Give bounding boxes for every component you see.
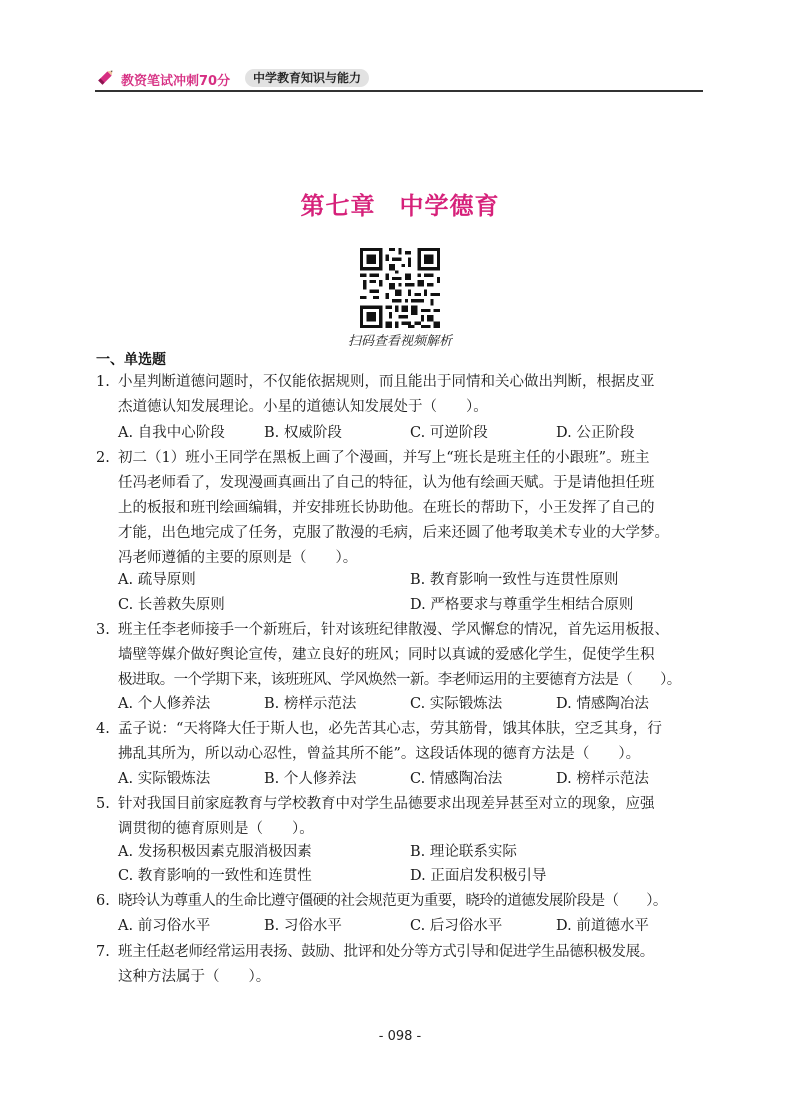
option-b[interactable]: B. 榜样示范法 — [264, 696, 357, 712]
chapter-name: 中学德育 — [399, 191, 500, 220]
option-c[interactable]: C. 后习俗水平 — [410, 918, 503, 934]
question-3 — [96, 618, 708, 693]
question-stem — [118, 618, 708, 693]
stem-line: 拂乱其所为，所以动心忍性，曾益其所不能”。这段话体现的德育方法是（ ）。 — [118, 746, 641, 762]
question-stem — [118, 370, 708, 420]
option-b[interactable]: B. 权威阶段 — [264, 425, 342, 441]
option-d[interactable]: D. 公正阶段 — [556, 425, 635, 441]
running-header — [95, 66, 703, 92]
option-c[interactable]: C. 情感陶冶法 — [410, 771, 503, 787]
section-heading: 一、单选题 — [96, 352, 166, 368]
option-c[interactable]: C. 可逆阶段 — [410, 425, 488, 441]
stem-line: 调贯彻的德育原则是（ ）。 — [118, 821, 314, 837]
page-number: - 098 - — [378, 1029, 422, 1044]
stem-line: 班主任赵老师经常运用表扬、鼓励、批评和处分等方式引导和促进学生品德积极发展。 — [118, 944, 654, 960]
option-d[interactable]: D. 榜样示范法 — [556, 771, 649, 787]
question-number: 5. — [96, 796, 110, 812]
stem-line: 上的板报和班刊绘画编辑，并安排班长协助他。在班长的帮助下，小王发挥了自己的 — [118, 500, 655, 516]
option-a[interactable]: A. 实际锻炼法 — [118, 771, 211, 787]
subject-pill: 中学教育知识与能力 — [245, 69, 369, 87]
stem-line: 才能，出色地完成了任务，克服了散漫的毛病，后来还圆了他考取美术专业的大学梦。 — [118, 525, 669, 541]
stem-line: 孟子说：“天将降大任于斯人也，必先苦其心志，劳其筋骨，饿其体肤，空乏其身，行 — [118, 721, 662, 737]
qr-code-icon[interactable] — [360, 248, 440, 328]
option-a[interactable]: A. 疏导原则 — [118, 572, 196, 588]
option-d[interactable]: D. 严格要求与尊重学生相结合原则 — [410, 597, 634, 613]
option-a[interactable]: A. 自我中心阶段 — [118, 425, 225, 441]
question-2 — [96, 446, 708, 571]
question-stem — [118, 940, 708, 990]
pencil-icon — [95, 66, 117, 88]
question-7 — [96, 940, 708, 990]
question-number: 1. — [96, 374, 110, 390]
stem-line: 冯老师遵循的主要的原则是（ ）。 — [118, 550, 358, 566]
option-d[interactable]: D. 前道德水平 — [556, 918, 649, 934]
question-stem — [118, 446, 708, 571]
options-q5-row1 — [118, 840, 708, 865]
stem-line: 初二（1）班小王同学在黑板上画了个漫画，并写上“班长是班主任的小跟班”。班主 — [118, 450, 650, 466]
stem-line: 任冯老师看了，发现漫画真画出了自己的特征，认为他有绘画天赋。于是请他担任班 — [118, 475, 655, 491]
option-c[interactable]: C. 实际锻炼法 — [410, 696, 503, 712]
question-number: 2. — [96, 450, 110, 466]
question-number: 7. — [96, 944, 110, 960]
stem-line: 小星判断道德问题时，不仅能依据规则，而且能出于同情和关心做出判断，根据皮亚 — [118, 374, 655, 390]
options-q5-row2 — [118, 864, 708, 889]
series-brand: 教资笔试冲刺70分 — [121, 74, 231, 89]
chapter-number: 第七章 — [300, 191, 376, 220]
option-b[interactable]: B. 个人修养法 — [264, 771, 357, 787]
option-a[interactable]: A. 发扬积极因素克服消极因素 — [118, 844, 312, 860]
options-q2-row2 — [118, 593, 708, 618]
stem-line: 这种方法属于（ ）。 — [118, 969, 271, 985]
option-b[interactable]: B. 习俗水平 — [264, 918, 342, 934]
option-c[interactable]: C. 长善救失原则 — [118, 597, 225, 613]
question-5 — [96, 792, 708, 842]
options-q2-row1 — [118, 568, 708, 593]
option-c[interactable]: C. 教育影响的一致性和连贯性 — [118, 868, 312, 884]
qr-caption: 扫码查看视频解析 — [347, 334, 452, 349]
stem-line: 针对我国目前家庭教育与学校教育中对学生品德要求出现差异甚至对立的现象，应强 — [118, 796, 655, 812]
question-6 — [96, 889, 708, 914]
option-b[interactable]: B. 理论联系实际 — [410, 844, 517, 860]
stem-line: 墙壁等媒介做好舆论宣传，建立良好的班风；同时以真诚的爱感化学生，促使学生积 — [118, 647, 655, 663]
question-stem — [118, 792, 708, 842]
header-rule — [95, 90, 703, 92]
stem-line: 极进取。一个学期下来，该班班风、学风焕然一新。李老师运用的主要德育方法是（ ）。 — [118, 672, 681, 688]
option-d[interactable]: D. 正面启发积极引导 — [410, 868, 547, 884]
stem-line: 班主任李老师接手一个新班后，针对该班纪律散漫、学风懈怠的情况，首先运用板报、 — [118, 622, 669, 638]
stem-line: 杰道德认知发展理论。小星的道德认知发展处于（ ）。 — [118, 399, 488, 415]
question-1 — [96, 370, 708, 420]
question-number: 4. — [96, 721, 110, 737]
question-number: 6. — [96, 893, 110, 909]
option-a[interactable]: A. 个人修养法 — [118, 696, 211, 712]
chapter-title — [0, 186, 800, 221]
stem-line: 晓玲认为尊重人的生命比遵守僵硬的社会规范更为重要，晓玲的道德发展阶段是（ ）。 — [118, 893, 667, 909]
question-number: 3. — [96, 622, 110, 638]
question-stem — [118, 889, 708, 914]
option-d[interactable]: D. 情感陶冶法 — [556, 696, 649, 712]
question-stem — [118, 717, 708, 767]
option-b[interactable]: B. 教育影响一致性与连贯性原则 — [410, 572, 619, 588]
question-4 — [96, 717, 708, 767]
option-a[interactable]: A. 前习俗水平 — [118, 918, 211, 934]
